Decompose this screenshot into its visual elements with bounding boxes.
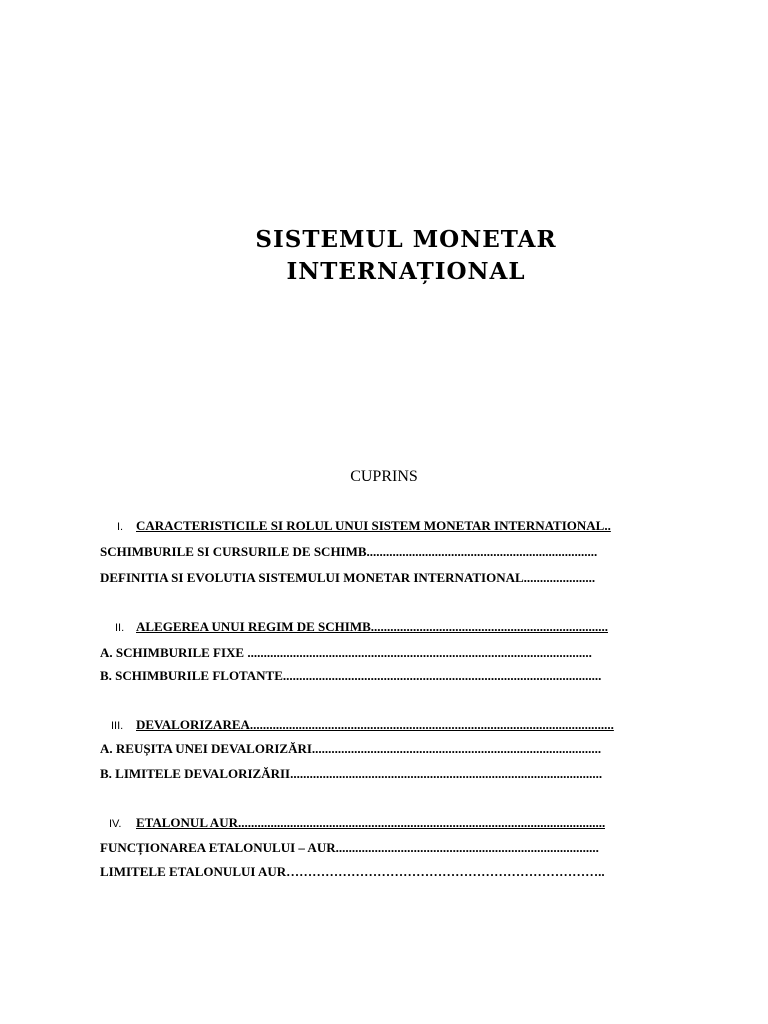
toc-entry-number: II. — [115, 622, 125, 634]
toc-entry-text: CARACTERISTICILE SI ROLUL UNUI SISTEM MONETAR INTERNATIONAL.. — [136, 518, 611, 533]
toc-entry-9[interactable] — [100, 765, 602, 783]
toc-entry-text: A. SCHIMBURILE FIXE .......................................................................................................... — [100, 645, 592, 660]
toc-entry-6[interactable] — [100, 667, 601, 685]
toc-entry-text: FUNCȚIONAREA ETALONULUI – AUR................................................................................. — [100, 840, 599, 855]
toc-heading: CUPRINS — [350, 468, 418, 485]
toc-entry-text: ETALONUL AUR................................................................................................................. — [136, 815, 606, 830]
toc-entry-number: III. — [111, 720, 124, 732]
toc-entry-text: A. REUȘITA UNEI DEVALORIZĂRI......................................................................................... — [100, 741, 602, 756]
toc-entry-1[interactable] — [100, 517, 611, 536]
toc-entry-5[interactable] — [100, 644, 592, 662]
toc-entry-2[interactable] — [100, 543, 597, 561]
toc-entry-11[interactable] — [100, 839, 599, 857]
toc-entry-4[interactable] — [100, 618, 608, 637]
toc-entry-text: B. LIMITELE DEVALORIZĂRII................................................................................................ — [100, 766, 603, 781]
toc-entry-3[interactable] — [100, 569, 595, 587]
toc-entry-number: IV. — [109, 818, 122, 830]
toc-entry-text: SCHIMBURILE SI CURSURILE DE SCHIMB....................................................................... — [100, 544, 598, 559]
toc-entry-text: ALEGEREA UNUI REGIM DE SCHIMB......................................................................... — [136, 619, 609, 634]
toc-entry-number: I. — [117, 521, 124, 533]
title-line-2: INTERNAȚIONAL — [286, 258, 526, 285]
toc-entry-text: DEVALORIZAREA................................................................................................................ — [136, 717, 614, 732]
toc-entry-text: B. SCHIMBURILE FLOTANTE.................................................................................................. — [100, 668, 602, 683]
toc-entry-7[interactable] — [100, 716, 614, 735]
toc-entry-12[interactable] — [100, 863, 605, 881]
toc-entry-text: LIMITELE ETALONULUI AUR……………………………………………………………….. — [100, 864, 605, 879]
toc-entry-10[interactable] — [100, 814, 605, 833]
toc-entry-8[interactable] — [100, 740, 601, 758]
toc-entry-text: DEFINITIA SI EVOLUTIA SISTEMULUI MONETAR INTERNATIONAL...................... — [100, 570, 596, 585]
title-line-1: SISTEMUL MONETAR — [255, 226, 557, 253]
document-title — [0, 224, 768, 288]
